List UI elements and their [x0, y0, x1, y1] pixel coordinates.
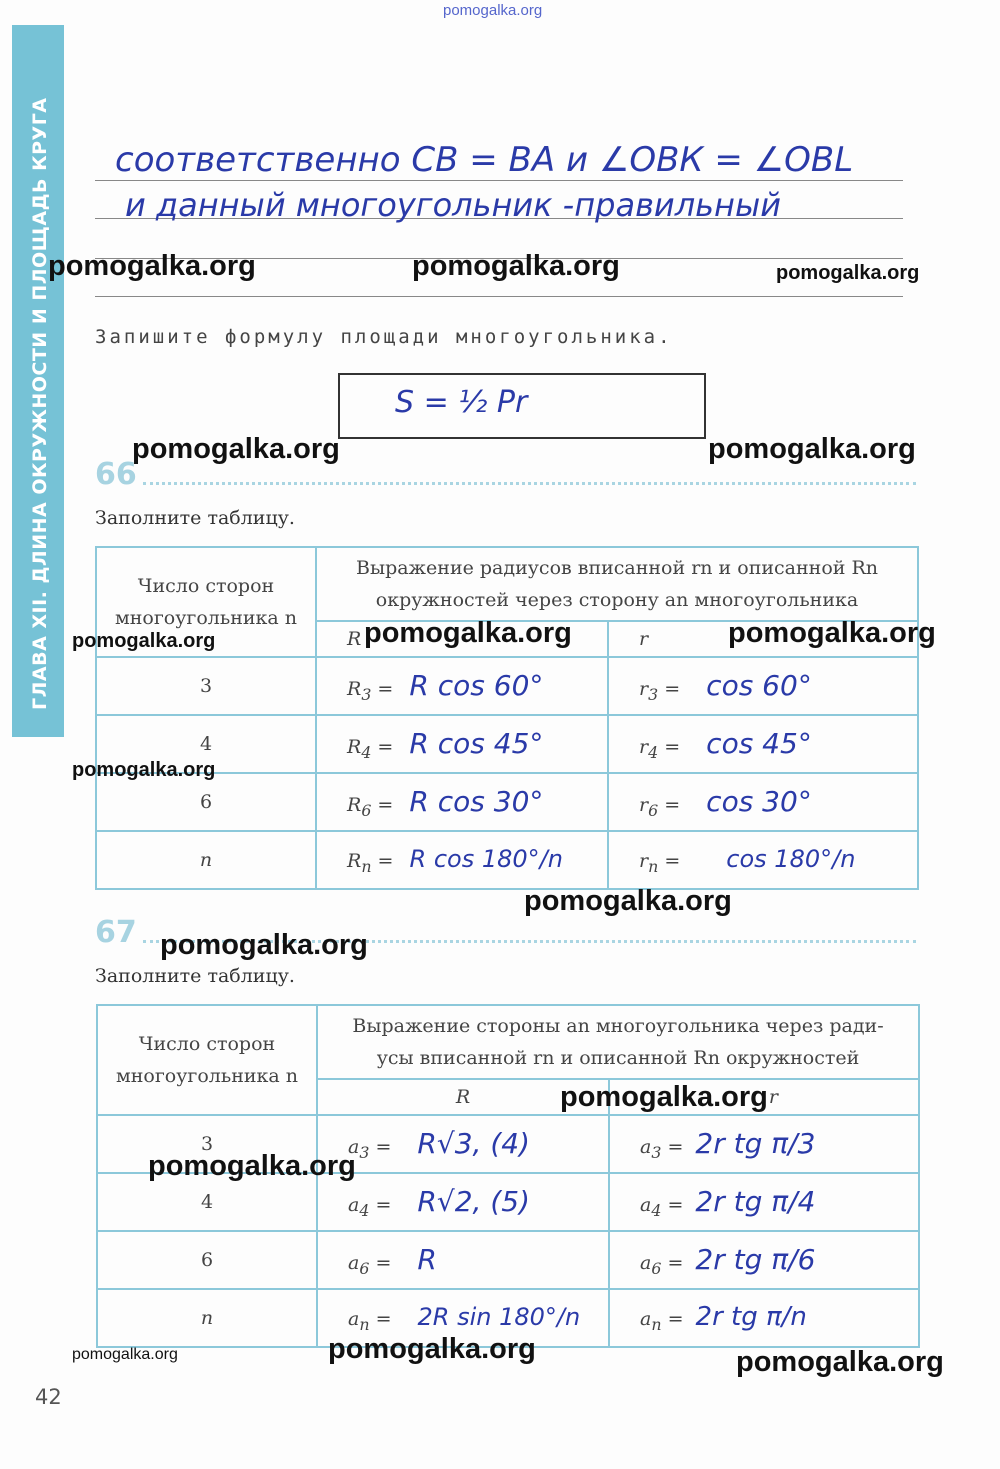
watermark: pomogalka.org: [148, 1150, 356, 1182]
cell-subscript: 3: [359, 1142, 370, 1162]
header-expression-line1: Выражение стороны an многоугольника через ради-: [352, 1015, 884, 1037]
task-number-67: 67: [95, 915, 137, 950]
row-n: n: [96, 831, 316, 889]
header-expression-line1: Выражение радиусов вписанной rn и описанной Rn: [355, 557, 879, 579]
task-66-table: [95, 546, 919, 890]
watermark: pomogalka.org: [524, 885, 732, 917]
cell-subscript: 4: [648, 742, 659, 762]
cell-R: $R_6 = R$ cos 30°: [316, 773, 608, 831]
cell-answer: R cos 60°: [409, 668, 544, 702]
watermark: pomogalka.org: [736, 1346, 944, 1378]
page-number: 42: [35, 1385, 62, 1409]
watermark: pomogalka.org: [728, 617, 936, 649]
cell-R: $a_n = 2R$ sin 180°/n: [317, 1289, 609, 1347]
watermark: pomogalka.org: [132, 433, 340, 465]
cell-label: r: [639, 793, 649, 816]
watermark: pomogalka.org: [160, 929, 368, 961]
cell-answer: R cos 45°: [409, 726, 544, 760]
watermark: pomogalka.org: [776, 262, 920, 284]
cell-answer: cos 60°: [706, 668, 812, 702]
column-r: r: [609, 1079, 919, 1115]
row-n: 6: [97, 1231, 317, 1289]
row-n: 4: [97, 1173, 317, 1231]
formula-answer: S = ½ Pr: [395, 385, 528, 420]
cell-R: $R_4 = R$ cos 45°: [316, 715, 608, 773]
cell-answer: 2R sin 180°/n: [417, 1302, 581, 1331]
cell-r: $a_6 = 2r$ tg π/6: [609, 1231, 919, 1289]
cell-answer: R√2, (5): [417, 1184, 530, 1218]
cell-subscript: 4: [361, 742, 372, 762]
cell-answer: cos 45°: [706, 726, 812, 760]
cell-subscript: 6: [359, 1258, 370, 1278]
cell-label: a: [640, 1193, 652, 1216]
cell-subscript: n: [651, 1314, 662, 1334]
watermark: pomogalka.org: [328, 1333, 536, 1365]
handwritten-line-1: соответственно СВ = ВА и ∠ОВК = ∠ОВL: [115, 140, 854, 180]
cell-R: $R_3 = R$ cos 60°: [316, 657, 608, 715]
cell-subscript: n: [648, 856, 659, 876]
watermark: pomogalka.org: [72, 1346, 178, 1363]
header-sides-line1: Число сторон: [137, 575, 275, 597]
header-expression: [317, 1005, 919, 1079]
row-n: n: [97, 1289, 317, 1347]
cell-subscript: 3: [651, 1142, 662, 1162]
cell-label: a: [348, 1307, 360, 1330]
cell-label: r: [639, 735, 649, 758]
writing-line: [95, 296, 903, 297]
cell-label: r: [639, 677, 649, 700]
cell-r: $a_n = 2r$ tg π/n: [609, 1289, 919, 1347]
watermark-top: pomogalka.org: [443, 2, 543, 19]
header-sides-line2: многоугольника n: [115, 1065, 299, 1087]
cell-R: $a_6 = R$: [317, 1231, 609, 1289]
watermark: pomogalka.org: [72, 630, 216, 652]
writing-line: [95, 180, 903, 181]
handwritten-line-2: и данный многоугольник -правильный: [125, 186, 782, 224]
cell-answer: cos 30°: [706, 784, 812, 818]
row-n: 6: [96, 773, 316, 831]
cell-label: R: [347, 793, 362, 816]
header-sides-line2: многоугольника n: [114, 607, 298, 629]
cell-subscript: 6: [361, 800, 372, 820]
cell-r: $r_6 = \cos 30^\circ$: [608, 773, 918, 831]
cell-label: a: [640, 1251, 652, 1274]
task-66-instruction: Заполните таблицу.: [95, 507, 295, 529]
cell-subscript: n: [359, 1314, 370, 1334]
cell-answer: cos 180°/n: [726, 844, 856, 873]
header-sides-line1: Число сторон: [138, 1033, 276, 1055]
cell-subscript: 3: [648, 684, 659, 704]
row-n: 4: [96, 715, 316, 773]
cell-r: $a_4 = 2r$ tg π/4: [609, 1173, 919, 1231]
task-66-dotted-line: [143, 482, 916, 485]
cell-answer: R√3, (4): [417, 1126, 530, 1160]
cell-answer: 2r tg π/4: [695, 1184, 816, 1218]
cell-label: R: [347, 849, 362, 872]
cell-subscript: 6: [648, 800, 659, 820]
watermark: pomogalka.org: [560, 1081, 768, 1113]
cell-label: a: [640, 1135, 652, 1158]
cell-subscript: 4: [359, 1200, 370, 1220]
cell-label: a: [348, 1135, 360, 1158]
cell-subscript: 4: [651, 1200, 662, 1220]
cell-answer: 2r tg π/6: [695, 1242, 816, 1276]
watermark: pomogalka.org: [412, 250, 620, 282]
cell-answer: R: [417, 1242, 437, 1276]
watermark: pomogalka.org: [48, 250, 256, 282]
watermark: pomogalka.org: [364, 617, 572, 649]
chapter-side-label: ГЛАВА XII. ДЛИНА ОКРУЖНОСТИ И ПЛОЩАДЬ КРУГА: [29, 97, 51, 710]
formula-prompt: Запишите формулу площади многоугольника.: [95, 326, 673, 348]
header-sides: [97, 1005, 317, 1115]
header-expression-line2: окружностей через сторону an многоугольника: [375, 589, 859, 611]
row-n: 3: [96, 657, 316, 715]
watermark: pomogalka.org: [708, 433, 916, 465]
watermark: pomogalka.org: [72, 759, 216, 781]
cell-R: $R_n = R$ cos 180°/n: [316, 831, 608, 889]
cell-label: r: [639, 849, 649, 872]
column-R: R: [317, 1079, 609, 1115]
task-number-66: 66: [95, 457, 137, 492]
cell-R: $a_3 = R√3$, (4): [317, 1115, 609, 1173]
header-expression: [316, 547, 918, 621]
cell-label: R: [347, 735, 362, 758]
cell-label: a: [640, 1308, 652, 1331]
cell-answer: 2r tg π/n: [695, 1302, 807, 1333]
cell-r: $a_3 = 2r$ tg π/3: [609, 1115, 919, 1173]
row-n: 3: [97, 1115, 317, 1173]
cell-label: R: [347, 677, 362, 700]
cell-r: $r_3 = \cos 60^\circ$: [608, 657, 918, 715]
cell-subscript: n: [361, 856, 372, 876]
cell-r: $r_4 = \cos 45^\circ$: [608, 715, 918, 773]
cell-answer: R cos 30°: [409, 784, 544, 818]
column-r: r: [608, 621, 918, 657]
task-67-instruction: Заполните таблицу.: [95, 965, 295, 987]
cell-r: $r_n = \cos 180^\circ/n$: [608, 831, 918, 889]
cell-label: a: [348, 1251, 360, 1274]
column-R: R: [316, 621, 608, 657]
cell-R: $a_4 = R√2$, (5): [317, 1173, 609, 1231]
cell-answer: 2r tg π/3: [695, 1126, 816, 1160]
cell-subscript: 3: [361, 684, 372, 704]
cell-subscript: 6: [651, 1258, 662, 1278]
cell-label: a: [348, 1193, 360, 1216]
cell-answer: R cos 180°/n: [409, 844, 563, 873]
header-expression-line2: усы вписанной rn и описанной Rn окружностей: [376, 1047, 860, 1069]
